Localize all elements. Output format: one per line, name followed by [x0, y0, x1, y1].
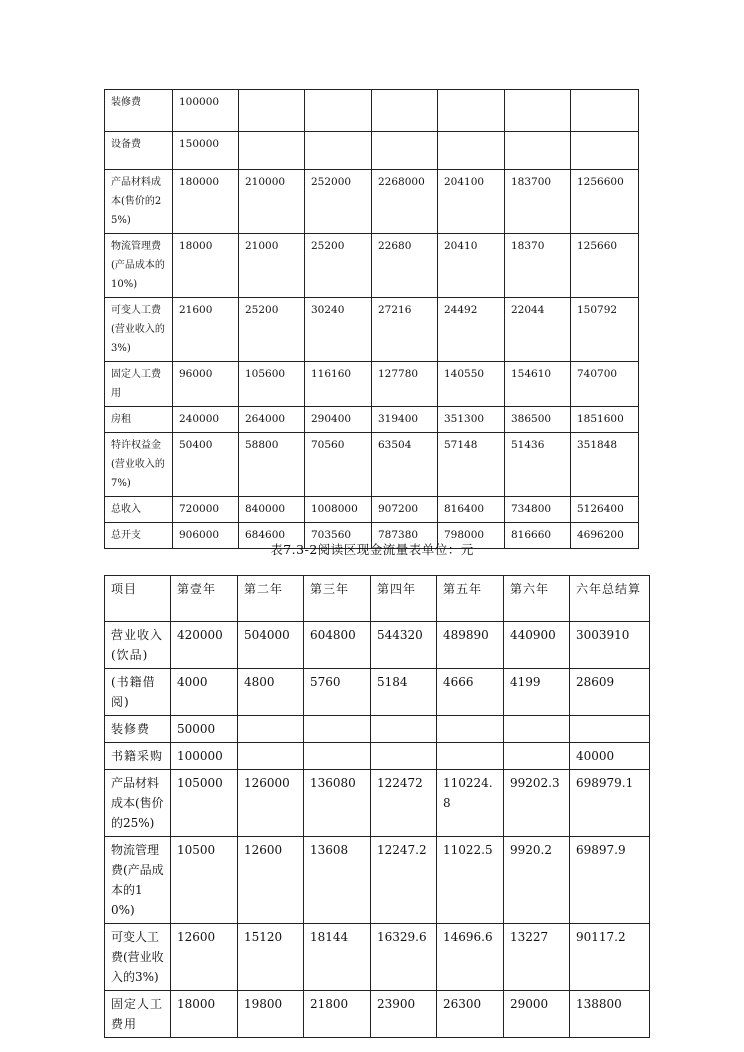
row-label: 总收入 [105, 497, 173, 523]
table-cell: 9920.2 [504, 837, 570, 924]
table-cell: 798000 [438, 523, 505, 549]
table-cell [304, 716, 371, 743]
table-cell: 684600 [239, 523, 305, 549]
column-header: 第五年 [437, 576, 504, 622]
table-cell: 240000 [173, 407, 239, 433]
table-cell: 5184 [371, 669, 437, 716]
row-label: 产品材料成本(售价的25%) [105, 170, 173, 234]
table-row [105, 407, 639, 433]
table-cell: 150000 [173, 132, 239, 170]
table-cell: 28609 [570, 669, 650, 716]
cash-flow-table [104, 575, 650, 1038]
table-cell: 105600 [239, 362, 305, 407]
table-cell: 136080 [304, 770, 371, 837]
column-header: 第二年 [238, 576, 304, 622]
column-header: 项目 [105, 576, 171, 622]
table-cell: 252000 [305, 170, 372, 234]
table-cell: 21600 [173, 298, 239, 362]
table-cell: 290400 [305, 407, 372, 433]
table-cell: 138800 [570, 991, 650, 1038]
table-cell: 122472 [371, 770, 437, 837]
table-cell: 12247.2 [371, 837, 437, 924]
table-row [105, 770, 650, 837]
table-cell: 489890 [437, 622, 504, 669]
table-cell: 18000 [173, 234, 239, 298]
table-cell: 504000 [238, 622, 304, 669]
table-cell: 4199 [504, 669, 570, 716]
row-label: 特许权益金(营业收入的7%) [105, 433, 173, 497]
table-cell: 40000 [570, 743, 650, 770]
table-row [105, 90, 639, 132]
table-cell: 50000 [171, 716, 238, 743]
table-cell: 90117.2 [570, 924, 650, 991]
table-cell [504, 743, 570, 770]
row-label: 设备费 [105, 132, 173, 170]
table-cell: 351300 [438, 407, 505, 433]
table-cell: 204100 [438, 170, 505, 234]
table-cell: 351848 [571, 433, 639, 497]
table-cell: 50400 [173, 433, 239, 497]
row-label: 物流管理费(产品成本的10%) [105, 234, 173, 298]
table-cell [438, 90, 505, 132]
table-cell: 13608 [304, 837, 371, 924]
table-cell [239, 132, 305, 170]
table-cell [304, 743, 371, 770]
table-cell: 183700 [505, 170, 571, 234]
table-cell [305, 132, 372, 170]
table-cell: 420000 [171, 622, 238, 669]
table-row [105, 497, 639, 523]
table-cell: 816400 [438, 497, 505, 523]
table-row [105, 716, 650, 743]
table-cell [437, 716, 504, 743]
table-cell: 14696.6 [437, 924, 504, 991]
table-cell: 15120 [238, 924, 304, 991]
table-cell: 116160 [305, 362, 372, 407]
row-label: 可变人工费(营业收入的3%) [105, 924, 171, 991]
table-cell: 70560 [305, 433, 372, 497]
table-cell [505, 90, 571, 132]
table-cell: 140550 [438, 362, 505, 407]
table-cell: 840000 [239, 497, 305, 523]
expense-table-1 [104, 89, 639, 549]
row-label: 书籍采购 [105, 743, 171, 770]
table-cell: 22680 [372, 234, 438, 298]
table-row [105, 924, 650, 991]
table-row [105, 433, 639, 497]
table-cell: 4800 [238, 669, 304, 716]
table-cell: 5126400 [571, 497, 639, 523]
table-cell: 22044 [505, 298, 571, 362]
table-cell: 69897.9 [570, 837, 650, 924]
table-row [105, 669, 650, 716]
table-cell: 21000 [239, 234, 305, 298]
table-cell: 18000 [171, 991, 238, 1038]
table-cell [438, 132, 505, 170]
column-header: 第三年 [304, 576, 371, 622]
table-cell [504, 716, 570, 743]
table-row [105, 991, 650, 1038]
table-cell: 100000 [173, 90, 239, 132]
table-cell: 1851600 [571, 407, 639, 433]
table-caption: 表7.3-2阅读区现金流量表单位：元 [270, 542, 474, 557]
table-cell: 23900 [371, 991, 437, 1038]
row-label: 固定人工费用 [105, 991, 171, 1038]
table-cell: 57148 [438, 433, 505, 497]
table-row [105, 362, 639, 407]
table-cell: 907200 [372, 497, 438, 523]
table-cell [372, 132, 438, 170]
table-row [105, 234, 639, 298]
table-cell [238, 743, 304, 770]
table-cell: 125660 [571, 234, 639, 298]
table-cell: 703560 [305, 523, 372, 549]
row-label: 物流管理费(产品成本的10%) [105, 837, 171, 924]
table-cell: 63504 [372, 433, 438, 497]
table-cell [570, 716, 650, 743]
table-cell: 3003910 [570, 622, 650, 669]
table-cell: 20410 [438, 234, 505, 298]
column-header: 六年总结算 [570, 576, 650, 622]
row-label: 总开支 [105, 523, 173, 549]
row-label: (书籍借阅) [105, 669, 171, 716]
table-cell [372, 90, 438, 132]
row-label: 装修费 [105, 716, 171, 743]
table-cell: 440900 [504, 622, 570, 669]
table-cell: 386500 [505, 407, 571, 433]
table-cell: 13227 [504, 924, 570, 991]
row-label: 产品材料成本(售价的25%) [105, 770, 171, 837]
table-cell [571, 132, 639, 170]
table-cell: 96000 [173, 362, 239, 407]
table-cell: 4666 [437, 669, 504, 716]
table-cell: 5760 [304, 669, 371, 716]
table-cell: 319400 [372, 407, 438, 433]
table-cell: 26300 [437, 991, 504, 1038]
table-cell: 24492 [438, 298, 505, 362]
table-cell: 30240 [305, 298, 372, 362]
table-cell: 544320 [371, 622, 437, 669]
column-header: 第四年 [371, 576, 437, 622]
table-cell: 210000 [239, 170, 305, 234]
table-cell: 100000 [171, 743, 238, 770]
table-cell: 18144 [304, 924, 371, 991]
table-cell: 25200 [239, 298, 305, 362]
row-label: 可变人工费(营业收入的3%) [105, 298, 173, 362]
table-cell [371, 743, 437, 770]
table-cell: 10500 [171, 837, 238, 924]
table-cell: 27216 [372, 298, 438, 362]
table-cell [238, 716, 304, 743]
table-cell: 4696200 [571, 523, 639, 549]
header-row [105, 576, 650, 622]
table-cell: 1008000 [305, 497, 372, 523]
table-cell [371, 716, 437, 743]
table-row [105, 170, 639, 234]
table-cell: 180000 [173, 170, 239, 234]
table-cell: 58800 [239, 433, 305, 497]
table-cell: 12600 [238, 837, 304, 924]
table-cell: 110224.8 [437, 770, 504, 837]
row-label: 装修费 [105, 90, 173, 132]
table-cell: 127780 [372, 362, 438, 407]
table-cell: 604800 [304, 622, 371, 669]
column-header: 第六年 [504, 576, 570, 622]
table-row [105, 622, 650, 669]
table-cell: 12600 [171, 924, 238, 991]
table-cell: 105000 [171, 770, 238, 837]
table-cell: 740700 [571, 362, 639, 407]
table-row [105, 298, 639, 362]
table-row [105, 743, 650, 770]
table-cell [239, 90, 305, 132]
table-cell: 1256600 [571, 170, 639, 234]
column-header: 第壹年 [171, 576, 238, 622]
table-cell: 2268000 [372, 170, 438, 234]
table-cell: 25200 [305, 234, 372, 298]
table-cell: 787380 [372, 523, 438, 549]
table-cell: 816660 [505, 523, 571, 549]
table-cell: 698979.1 [570, 770, 650, 837]
table-cell: 720000 [173, 497, 239, 523]
table-cell [305, 90, 372, 132]
table-row [105, 837, 650, 924]
table-cell [505, 132, 571, 170]
row-label: 房租 [105, 407, 173, 433]
table-cell: 154610 [505, 362, 571, 407]
table-cell: 51436 [505, 433, 571, 497]
table-cell: 150792 [571, 298, 639, 362]
table-cell: 21800 [304, 991, 371, 1038]
row-label: 固定人工费用 [105, 362, 173, 407]
table-cell: 734800 [505, 497, 571, 523]
table-cell: 126000 [238, 770, 304, 837]
table-cell [571, 90, 639, 132]
table-cell: 16329.6 [371, 924, 437, 991]
table-cell [437, 743, 504, 770]
table-cell: 99202.3 [504, 770, 570, 837]
table-cell: 264000 [239, 407, 305, 433]
table-cell: 29000 [504, 991, 570, 1038]
table-cell: 19800 [238, 991, 304, 1038]
table-cell: 11022.5 [437, 837, 504, 924]
row-label: 营业收入(饮品) [105, 622, 171, 669]
table-row [105, 132, 639, 170]
table-cell: 906000 [173, 523, 239, 549]
table-cell: 18370 [505, 234, 571, 298]
table-cell: 4000 [171, 669, 238, 716]
